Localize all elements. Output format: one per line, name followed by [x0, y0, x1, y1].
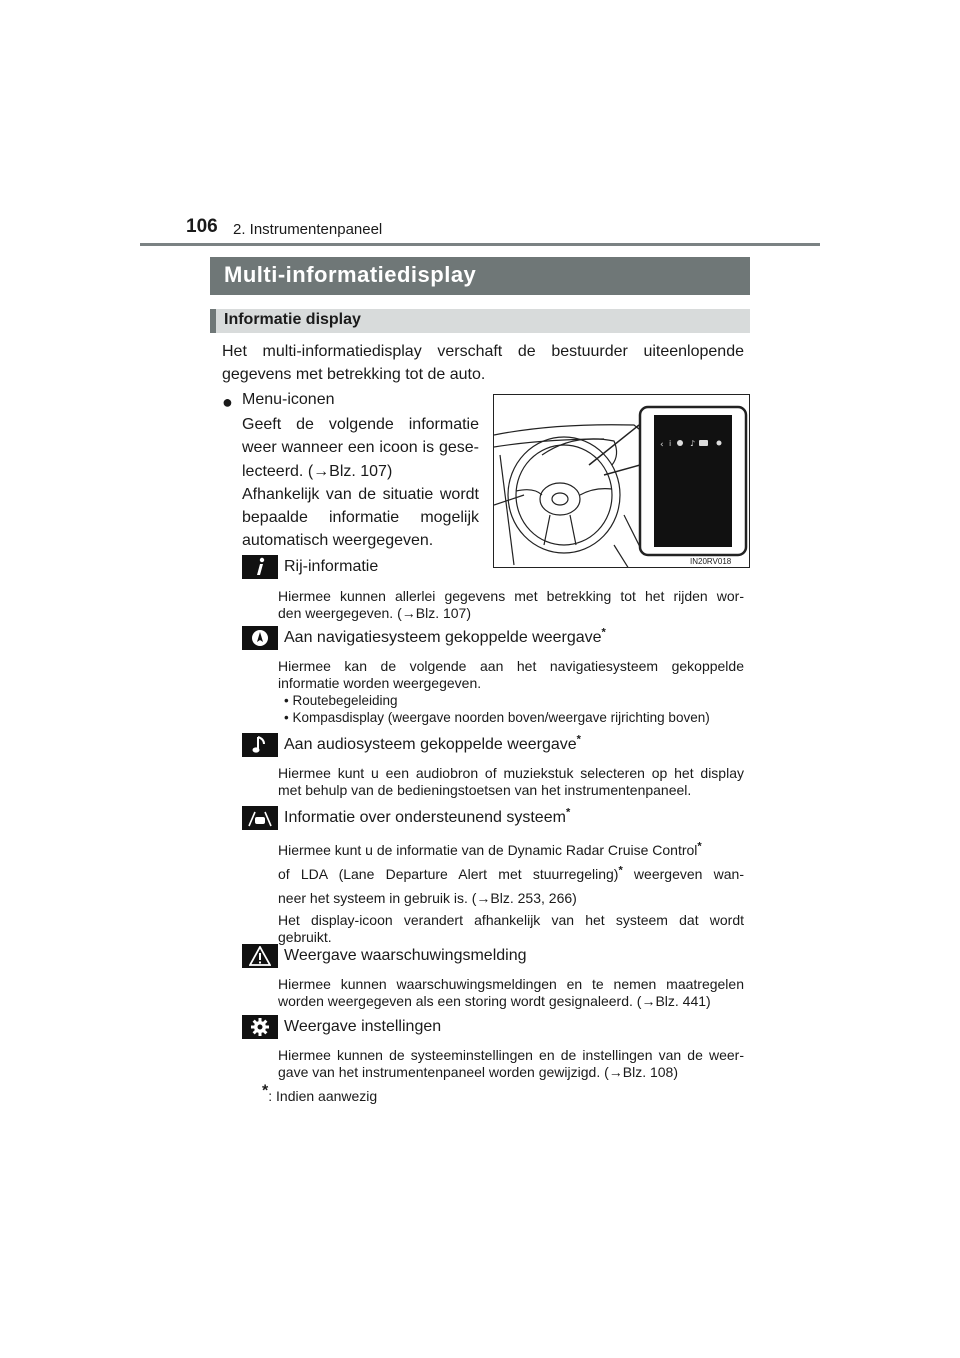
asterisk: *	[565, 806, 571, 819]
gear-icon	[242, 1015, 278, 1039]
body-text: of LDA (Lane Departure Alert met stuurregeling)	[278, 866, 619, 882]
header-divider	[140, 243, 820, 246]
chapter-title: 2. Instrumentenpaneel	[233, 221, 383, 238]
svg-text:i: i	[669, 439, 672, 448]
item-body-navigation	[278, 658, 744, 692]
body-line: gave van het instrumentenpaneel worden gewijzigd. (→Blz. 108)	[278, 1064, 679, 1080]
body-line: Hiermee kunnen de systeeminstellingen en de instellingen van de weer-	[278, 1047, 744, 1063]
item-body-audio	[278, 765, 744, 799]
intro-line-2: gegevens met betrekking tot de auto.	[222, 366, 486, 383]
section-title: Multi-informatiedisplay	[224, 262, 477, 287]
body-line: Hiermee kunnen waarschuwingsmeldingen en te nemen maatregelen	[278, 976, 744, 992]
svg-text:‹: ‹	[660, 440, 664, 450]
sub-bullet-compass: • Kompasdisplay (weergave noorden boven/weergave rijrichting boven)	[284, 710, 710, 725]
intro-paragraph	[222, 340, 744, 386]
menu-icons-line-5: bepaalde informatie mogelijk	[242, 509, 479, 527]
body-line: met behulp van de bedieningstoetsen van het instrumentenpaneel.	[278, 782, 692, 798]
menu-icons-line-2: weer wanneer een icoon is gese-	[242, 439, 479, 457]
menu-icons-line-1: Geeft de volgende informatie	[242, 416, 479, 433]
body-text: Hiermee kunt u de informatie van de Dynamic Radar Cruise Control	[278, 842, 698, 858]
body-line: informatie worden weergegeven.	[278, 675, 482, 691]
menu-icons-line-3: lecteerd. (→Blz. 107)	[242, 462, 393, 480]
body-line: Het display-icoon verandert afhankelijk van het systeem dat wordt	[278, 912, 744, 928]
driving-support-icon	[242, 806, 278, 830]
asterisk: *	[697, 840, 702, 853]
item-title-navigation	[284, 628, 606, 648]
asterisk: *	[601, 626, 606, 639]
svg-text:♪: ♪	[690, 439, 696, 448]
subsection-bar-accent	[210, 309, 216, 333]
item-body-driving-info	[278, 588, 744, 622]
item-title-audio	[284, 735, 581, 755]
item-body-settings	[278, 1047, 744, 1081]
body-line: Hiermee kunt u een audiobron of muziekstuk selecteren op het display	[278, 765, 744, 781]
steering-wheel-display-drawing	[494, 395, 750, 568]
menu-icons-line-4: Afhankelijk van de situatie wordt	[242, 485, 479, 503]
menu-icons-description	[242, 413, 479, 553]
menu-icons-title: Menu-iconen	[242, 391, 335, 408]
item-title-settings: Weergave instellingen	[284, 1018, 442, 1035]
info-icon	[242, 555, 278, 579]
body-line: worden weergegeven als een storing wordt gesignaleerd. (→Blz. 441)	[278, 993, 711, 1009]
intro-line-1: Het multi-informatiedisplay verschaft de bestuurder uiteenlopende	[222, 343, 744, 360]
asterisk: *	[618, 864, 623, 877]
footnote-text: : Indien aanwezig	[268, 1088, 378, 1104]
figure-code: IN20RV018	[690, 557, 732, 566]
item-title-text: Informatie over ondersteunend systeem	[284, 809, 566, 826]
footnote	[262, 1082, 378, 1104]
item-title-warning: Weergave waarschuwingsmelding	[284, 947, 527, 964]
item-body-support-system-note	[278, 912, 744, 946]
body-line: Hiermee kan de volgende aan het navigatiesysteem gekoppelde	[278, 658, 744, 674]
body-line: Hiermee kunnen allerlei gegevens met betrekking tot het rijden wor-	[278, 588, 744, 604]
body-line	[278, 862, 744, 886]
page-number: 106	[186, 216, 218, 237]
menu-icons-line-6: automatisch weergegeven.	[242, 532, 434, 550]
item-body-warning	[278, 976, 744, 1010]
asterisk: *	[576, 733, 581, 746]
item-title-support-system	[284, 808, 570, 828]
item-title-text: Aan audiosysteem gekoppelde weergave	[284, 736, 577, 753]
item-title-text: Aan navigatiesysteem gekoppelde weergave	[284, 629, 602, 646]
body-line: gebruikt.	[278, 929, 332, 945]
subsection-title: Informatie display	[224, 311, 361, 328]
body-line: neer het systeem in gebruik is. (→Blz. 253, 266)	[278, 890, 577, 906]
music-note-icon	[242, 733, 278, 757]
navigation-icon	[242, 626, 278, 650]
footnote-asterisk: *	[262, 1082, 269, 1100]
bullet-dot: ●	[222, 392, 233, 412]
warning-icon	[242, 944, 278, 968]
body-line	[278, 838, 744, 862]
sub-bullet-route: • Routebegeleiding	[284, 693, 398, 708]
body-text: weergeven wan-	[622, 866, 744, 882]
item-title-driving-info: Rij-informatie	[284, 558, 379, 575]
dashboard-illustration	[493, 394, 750, 568]
item-body-support-system	[278, 838, 744, 910]
body-line: den weergegeven. (→Blz. 107)	[278, 605, 471, 621]
